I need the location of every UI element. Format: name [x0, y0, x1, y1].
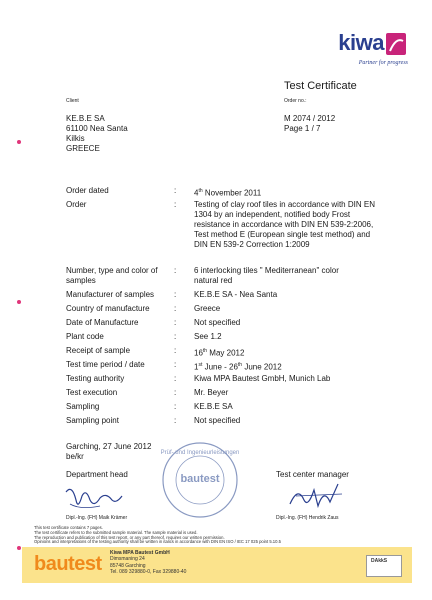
- page-number: Page 1 / 7: [284, 124, 321, 133]
- center-manager-name: Dipl.-Ing. (FH) Hendrik Zaus: [276, 515, 339, 521]
- note-line: The test certificate refers to the submitted sample material. The sample material is used.: [34, 529, 198, 535]
- note-line: Opinions and interpretations of the testing authority shall be written in italics in accordance with DIN EN ISO / IEC 17 025 point 5.10.5: [34, 539, 281, 545]
- dept-head-label: Department head: [66, 470, 128, 479]
- dakks-text: DAkkS: [371, 558, 388, 564]
- order-number: M 2074 / 2012: [284, 114, 336, 123]
- client-city: Kilkis: [66, 134, 85, 143]
- note-line: The reproduction and publication of this test report, or any part thereof, requires our written permission.: [34, 534, 225, 540]
- official-stamp: [160, 440, 240, 520]
- order-no-label: Order no.:: [284, 98, 307, 104]
- kiwa-swirl-icon: [386, 33, 406, 55]
- footer-bar: [22, 547, 412, 583]
- page-title: Test Certificate: [284, 80, 357, 92]
- dakks-badge: [366, 555, 402, 577]
- initials: be/kr: [66, 452, 84, 461]
- place-date: Garching, 27 June 2012: [66, 442, 152, 451]
- note-line: This test certificate contains 7 pages.: [34, 525, 103, 530]
- margin-dot: [17, 300, 21, 304]
- dept-head-signature: [60, 482, 130, 516]
- legal-notes: [34, 526, 406, 545]
- bautest-logo: bautest: [34, 553, 102, 575]
- client-address: [66, 114, 128, 154]
- company-phone: Tel. 089 329880-0, Fax 329880-40: [110, 569, 187, 576]
- kiwa-logo: [312, 30, 408, 60]
- kiwa-logo-text: kiwa: [338, 30, 384, 55]
- client-street: 61100 Nea Santa: [66, 124, 128, 133]
- margin-dot: [17, 546, 21, 550]
- client-country: GREECE: [66, 144, 100, 153]
- center-manager-label: Test center manager: [276, 470, 349, 479]
- client-name: KE.B.E SA: [66, 114, 105, 123]
- kiwa-logo-mark: [386, 33, 406, 55]
- company-name: Kiwa MPA Bautest GmbH: [110, 550, 170, 556]
- order-number-block: [284, 114, 335, 134]
- center-manager-signature: [282, 480, 352, 514]
- margin-dot: [17, 140, 21, 144]
- svg-text:Prüf- und Ingenieurleistungen: Prüf- und Ingenieurleistungen: [160, 450, 240, 456]
- company-city: 85748 Garching: [110, 562, 146, 569]
- tagline: Partner for progress: [358, 60, 408, 66]
- company-address: [110, 550, 186, 576]
- dept-head-name: Dipl.-Ing. (FH) Maik Krämer: [66, 515, 128, 521]
- client-label: Client: [66, 98, 79, 104]
- company-street: Dimsmaning 24: [110, 556, 145, 563]
- stamp-text: bautest: [180, 473, 220, 485]
